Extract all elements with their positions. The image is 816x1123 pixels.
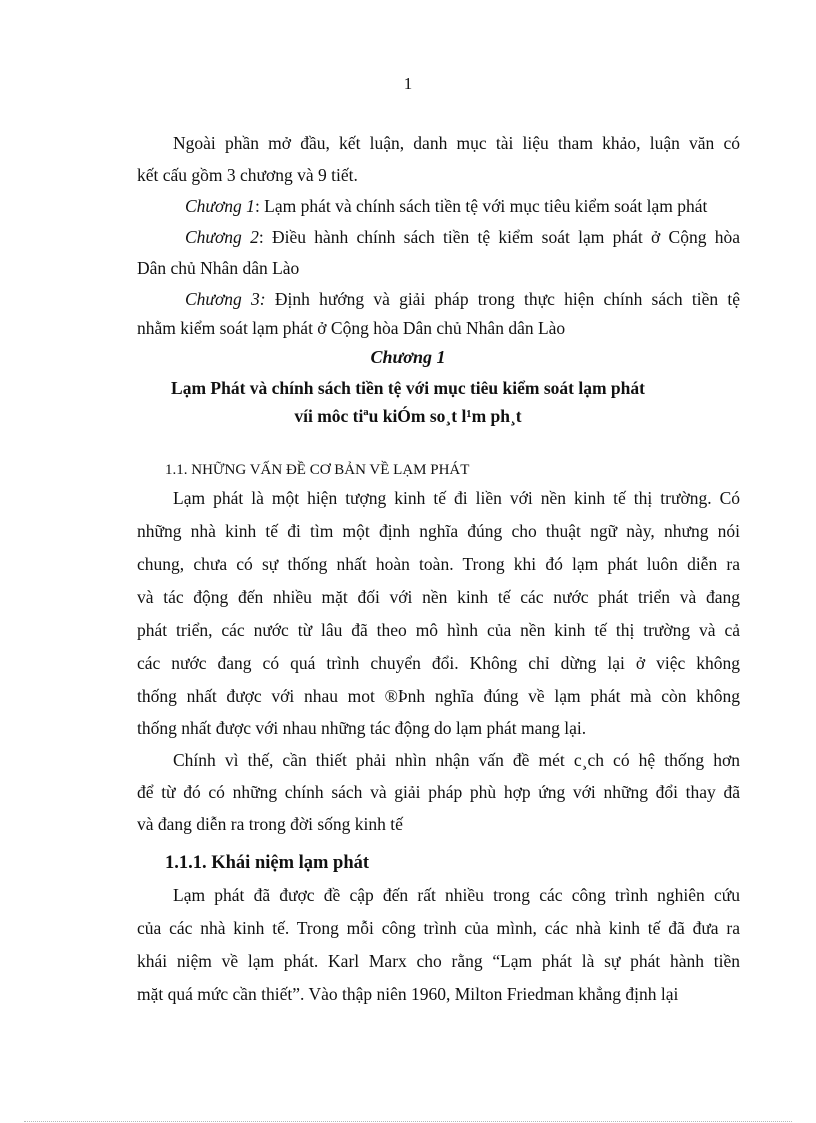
para-line: để từ đó có những chính sách và giải pháp phù hợp ứng với những đổi thay đã	[137, 782, 740, 802]
chapter-title: Lạm Phát và chính sách tiền tệ với mục tiêu kiểm soát lạm phát	[171, 378, 645, 398]
para-line: của các nhà kinh tế. Trong mỗi công trình của mình, các nhà kinh tế đã đưa ra	[137, 918, 740, 938]
para-line: chung, chưa có sự thống nhất hoàn toàn. Trong khi đó lạm phát luôn diễn ra	[137, 554, 740, 574]
chapter-1-summary-text: : Lạm phát và chính sách tiền tệ với mục tiêu kiểm soát lạm phát	[254, 196, 708, 216]
chapter-1-summary-label: Chương 1	[185, 196, 255, 216]
chapter-3-summary-label: Chương 3:	[185, 289, 266, 309]
para-line: và đang diễn ra trong đời sống kinh tế	[137, 814, 403, 834]
page-number: 1	[403, 74, 413, 93]
para-line: thống nhất được với nhau những tác động do lạm phát mang lại.	[137, 718, 587, 738]
chapter-3-summary-cont: nhằm kiểm soát lạm phát ở Cộng hòa Dân chủ Nhân dân Lào	[137, 318, 566, 338]
chapter-3-summary	[185, 287, 740, 311]
chapter-3-summary-text: Định hướng và giải pháp trong thực hiện chính sách tiền tệ	[265, 289, 740, 309]
para-line: khái niệm về lạm phát. Karl Marx cho rằng “Lạm phát là sự phát hành tiền	[137, 951, 740, 971]
chapter-1-summary	[185, 194, 707, 218]
para-line: và tác động đến nhiều mặt đối với nền kinh tế các nước phát triển và đang	[137, 587, 740, 607]
section-heading-1-1-1: 1.1.1. Khái niệm lạm phát	[165, 853, 370, 873]
para-line: phát triển, các nước từ lâu đã theo mô hình của nền kinh tế thị trường và cả	[137, 620, 740, 640]
intro-line-2: kết cấu gồm 3 chương và 9 tiết.	[137, 165, 358, 185]
para-line: thống nhất được với nhau mot ®Þnh nghĩa đúng về lạm phát mà còn không	[137, 686, 740, 706]
intro-line-1: Ngoài phần mở đầu, kết luận, danh mục tài liệu tham khảo, luận văn có	[173, 133, 740, 153]
para-line: Lạm phát đã được đề cập đến rất nhiều trong các công trình nghiên cứu	[173, 885, 740, 905]
para-line: Chính vì thế, cần thiết phải nhìn nhận vấn đề mét c¸ch có hệ thống hơn	[173, 750, 740, 770]
para-line: các nước đang có quá trình chuyển đổi. Không chỉ dừng lại ở việc không	[137, 653, 740, 673]
section-heading-1-1: 1.1. NHỮNG VẤN ĐỀ CƠ BẢN VỀ LẠM PHÁT	[165, 462, 470, 478]
chapter-label: Chương 1	[370, 347, 446, 367]
para-line: những nhà kinh tế đi tìm một định nghĩa đúng cho thuật ngữ này, nhưng nói	[137, 521, 740, 541]
page-bottom-divider	[24, 1121, 792, 1122]
chapter-title-garbled: víi môc tiªu kiÓm so¸t l¹m ph¸t	[294, 406, 522, 426]
para-line: Lạm phát là một hiện tượng kinh tế đi liền với nền kinh tế thị trường. Có	[173, 488, 740, 508]
chapter-2-summary	[185, 225, 740, 249]
chapter-2-summary-label: Chương 2	[185, 227, 259, 247]
chapter-2-summary-text: : Điều hành chính sách tiền tệ kiểm soát lạm phát ở Cộng hòa	[258, 227, 740, 247]
para-line: mặt quá mức cần thiết”. Vào thập niên 1960, Milton Friedman khẳng định lại	[137, 984, 679, 1004]
chapter-2-summary-cont: Dân chủ Nhân dân Lào	[137, 258, 300, 278]
